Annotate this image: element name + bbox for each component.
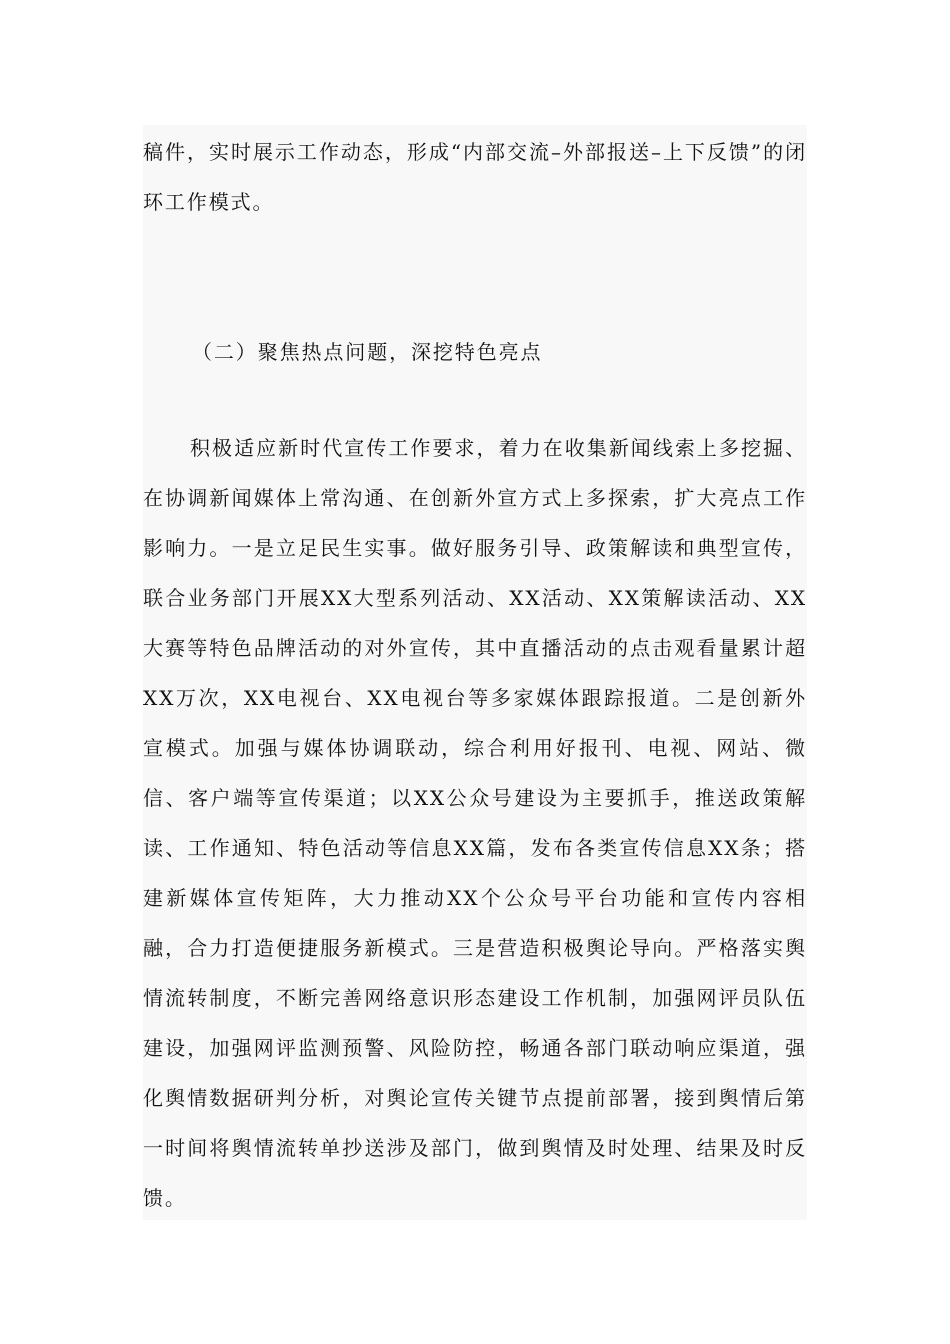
paragraph-body: 积极适应新时代宣传工作要求，着力在收集新闻线索上多挖掘、在协调新闻媒体上常沟通、在创新外宣方式上多探索，扩大亮点工作影响力。一是立足民生实事。做好服务引导、政策解读和典型宣传，联合业务部门开展XX大型系列活动、XX活动、XX策解读活动、XX大赛等特色品牌活动的对外宣传，其中直播活动的点击观看量累计超XX万次，XX电视台、XX电视台等多家媒体跟踪报道。二是创新外宣模式。加强与媒体协调联动，综合利用好报刊、电视、网站、微信、客户端等宣传渠道；以XX公众号建设为主要抓手，推送政策解读、工作通知、特色活动等信息XX篇，发布各类宣传信息XX条；搭建新媒体宣传矩阵，大力推动XX个公众号平台功能和宣传内容相融，合力打造便捷服务新模式。三是营造积极舆论导向。严格落实舆情流转制度，不断完善网络意识形态建设工作机制，加强网评员队伍建设，加强网评监测预警、风险防控，畅通各部门联动响应渠道，强化舆情数据研判分析，对舆论宣传关键节点提前部署，接到舆情后第一时间将舆情流转单抄送涉及部门，做到舆情及时处理、结果及时反馈。 — [143, 436, 807, 1210]
text-block — [143, 125, 807, 1220]
paragraph-continuation: 稿件，实时展示工作动态，形成“内部交流–外部报送–上下反馈”的闭环工作模式。 — [143, 140, 807, 214]
section-heading: （二）聚焦热点问题，深挖特色亮点 — [192, 340, 543, 364]
